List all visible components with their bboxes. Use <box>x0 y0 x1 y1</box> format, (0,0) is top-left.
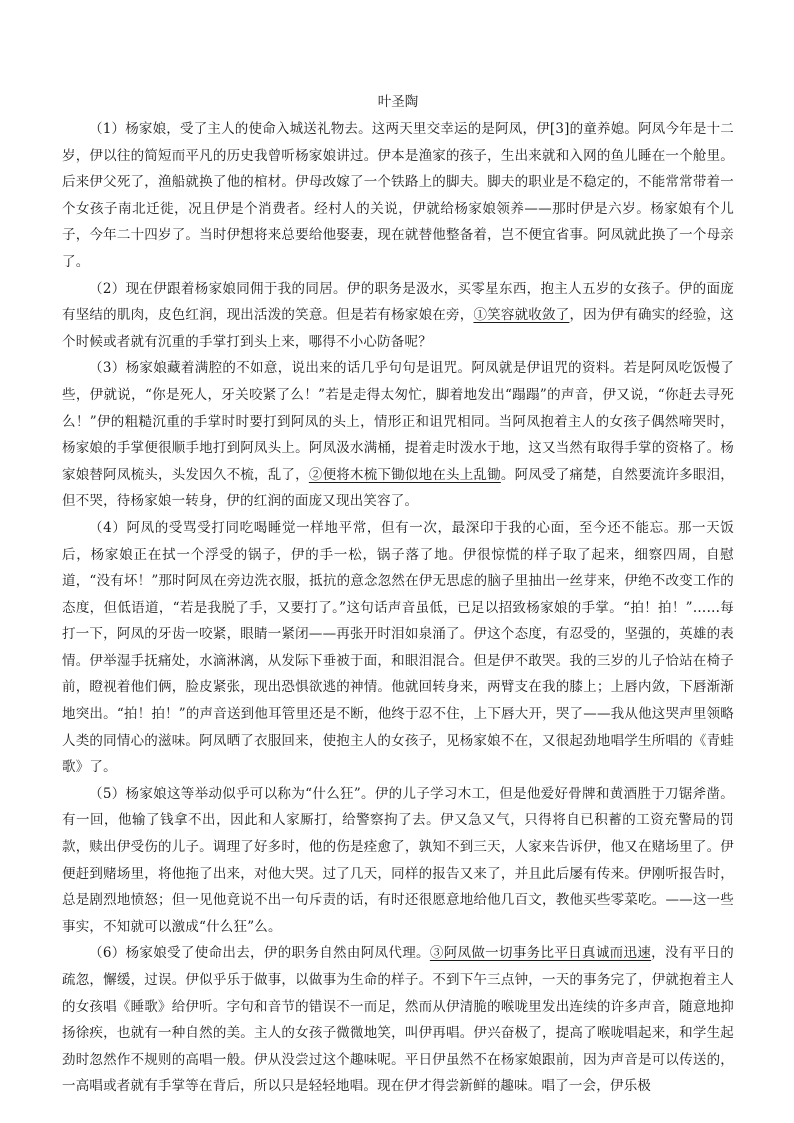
author-name: 叶圣陶 <box>377 94 419 110</box>
paragraph-1 <box>62 116 734 276</box>
article-body <box>62 116 734 1100</box>
text-segment: （1）杨家娘，受了主人的使命入城送礼物去。这两天里交幸运的是阿凤，伊[3]的童养媳。阿凤今年是十二岁，伊以往的简短而平凡的历史我曾听杨家娘讲过。伊本是渔家的孩子，生出来就和入网的鱼儿睡在一个舱里。后来伊父死了，渔船就换了他的棺材。伊母改嫁了一个铁路上的脚夫。脚夫的职业是不稳定的，不能常常带着一个女孩子南北迁徙，况且伊是个消费者。经村人的关说，伊就给杨家娘领养——那时伊是六岁。杨家娘有个儿子，今年二十四岁了。当时伊想将来总要给他娶妻，现在就替他整备着，岂不便宜省事。阿凤就此换了一个母亲了。 <box>62 121 735 270</box>
paragraph-2 <box>62 276 734 356</box>
text-segment: （6）杨家娘受了使命出去，伊的职务自然由阿凤代理。 <box>89 945 430 962</box>
paragraph-4 <box>62 515 734 781</box>
paragraph-5 <box>62 781 734 941</box>
text-segment: （3）杨家娘藏着满腔的不如意，说出来的话几乎句句是诅咒。阿凤就是伊诅咒的资料。若是阿凤吃饭慢了些，伊就说，“你是死人，牙关咬紧了么！”若是走得太匆忙，脚着地发出“蹋蹋”的声音，伊又说，“你赶去寻死么！”伊的粗糙沉重的手掌时时要打到阿凤的头上，情形正和诅咒相同。当阿凤抱着主人的女孩子偶然啼哭时，杨家娘的手掌便很顺手地打到阿凤头上。阿凤汲水满桶，提着走时泼水于地，这又当然有取得手掌的资格了。杨家娘替阿凤梳头，头发因久不梳，乱了， <box>62 360 734 483</box>
underlined-sentence: ①笑容就收敛了 <box>473 307 570 324</box>
text-segment: 。阿凤受了痛楚，自然要流许多眼泪，但不哭，待杨家娘一转身，伊的红润的面庞又现出笑容了。 <box>62 466 734 510</box>
underlined-sentence: ②便将木梳下锄似地在头上乱锄 <box>308 466 501 483</box>
text-segment: （4）阿凤的受骂受打同吃喝睡觉一样地平常，但有一次，最深印于我的心面，至今还不能忘。那一天饭后，杨家娘正在拭一个浮受的锅子，伊的手一松，锅子落了地。伊很惊慌的样子取了起来，细察四周，自慰道，“没有坏！”那时阿凤在旁边洗衣服，抵抗的意念忽然在伊无思虑的脑子里抽出一丝芽来，伊绝不改变工作的态度，但低语道，“若是我脱了手，又要打了。”这句话声音虽低，已足以招致杨家娘的手掌。“拍！拍！”……每打一下，阿凤的牙齿一咬紧，眼睛一紧闭——再张开时泪如泉涌了。伊这个态度，有忍受的，坚强的，英雄的表情。伊举湿手抚痛处，水滴淋漓，从发际下垂被于面，和眼泪混合。但是伊不敢哭。我的三岁的儿子恰站在椅子前，瞪视着他们俩，脸皮紧张，现出恐惧欲逃的神情。他就回转身来，两臂支在我的膝上；上唇内敛，下唇渐渐地突出。“拍！拍！”的声音送到他耳管里还是不断，他终于忍不住，上下唇大开，哭了——我从他这哭声里领略人类的同情心的滋味。阿凤晒了衣服回来，使抱主人的女孩子，见杨家娘不在，又很起劲地唱学生所唱的《青蛙歌》了。 <box>62 519 734 776</box>
paragraph-6 <box>62 940 734 1100</box>
text-segment: （2）现在伊跟着杨家娘同佣于我的同居。伊的职务是汲水，买零星东西，抱主人五岁的女孩子。伊的面庞有坚结的肌肉，皮色红润，现出活泼的笑意。但是若有杨家娘在旁， <box>62 280 734 324</box>
text-segment: ，没有平日的疏忽，懈缓，过误。伊似乎乐于做事，以做事为生命的样子。不到下午三点钟，一天的事务完了，伊就抱着主人的女孩唱《睡歌》给伊听。字句和音节的错误不一而足，然而从伊清脆的喉咙里发出连续的许多声音，随意地抑扬徐疾，也就有一种自然的美。主人的女孩子微微地笑，叫伊再唱。伊兴奋极了，提高了喉咙唱起来，和学生起劲时忽然作不规则的高唱一般。伊从没尝过这个趣味呢。平日伊虽然不在杨家娘跟前，因为声音是可以传送的，一高唱或者就有手掌等在背后，所以只是轻轻地唱。现在伊才得尝新鲜的趣味。唱了一会，伊乐极 <box>62 945 735 1095</box>
text-segment: （5）杨家娘这等举动似乎可以称为“什么狂”。伊的儿子学习木工，但是他爱好骨牌和黄酒胜于刀锯斧凿。有一回，他输了钱拿不出，因此和人家厮打，给警察拘了去。伊又急又气，只得将自已积蓄的工资充警局的罚款，赎出伊受伤的儿子。调理了好多时，他的伤是痊愈了，孰知不到三天，人家来告诉伊，他又在赌场里了。伊便赶到赌场里，将他拖了出来，对他大哭。过了几天，同样的报告又来了，并且此后屡有传来。伊刚听报告时，总是剧烈地愤怒；但一见他竟说不出一句斥责的话，有时还很愿意地给他几百文，教他买些零菜吃。——这一些事实，不知就可以激成“什么狂”么。 <box>62 785 734 935</box>
paragraph-3 <box>62 355 734 515</box>
text-segment: ，因为伊有确实的经验，这个时候或者就有沉重的手掌打到头上来，哪得不小心防备呢？ <box>62 307 734 350</box>
underlined-sentence: ③阿凤做一切事务比平日真诚而迅速 <box>429 945 652 962</box>
document-page <box>62 90 734 1100</box>
